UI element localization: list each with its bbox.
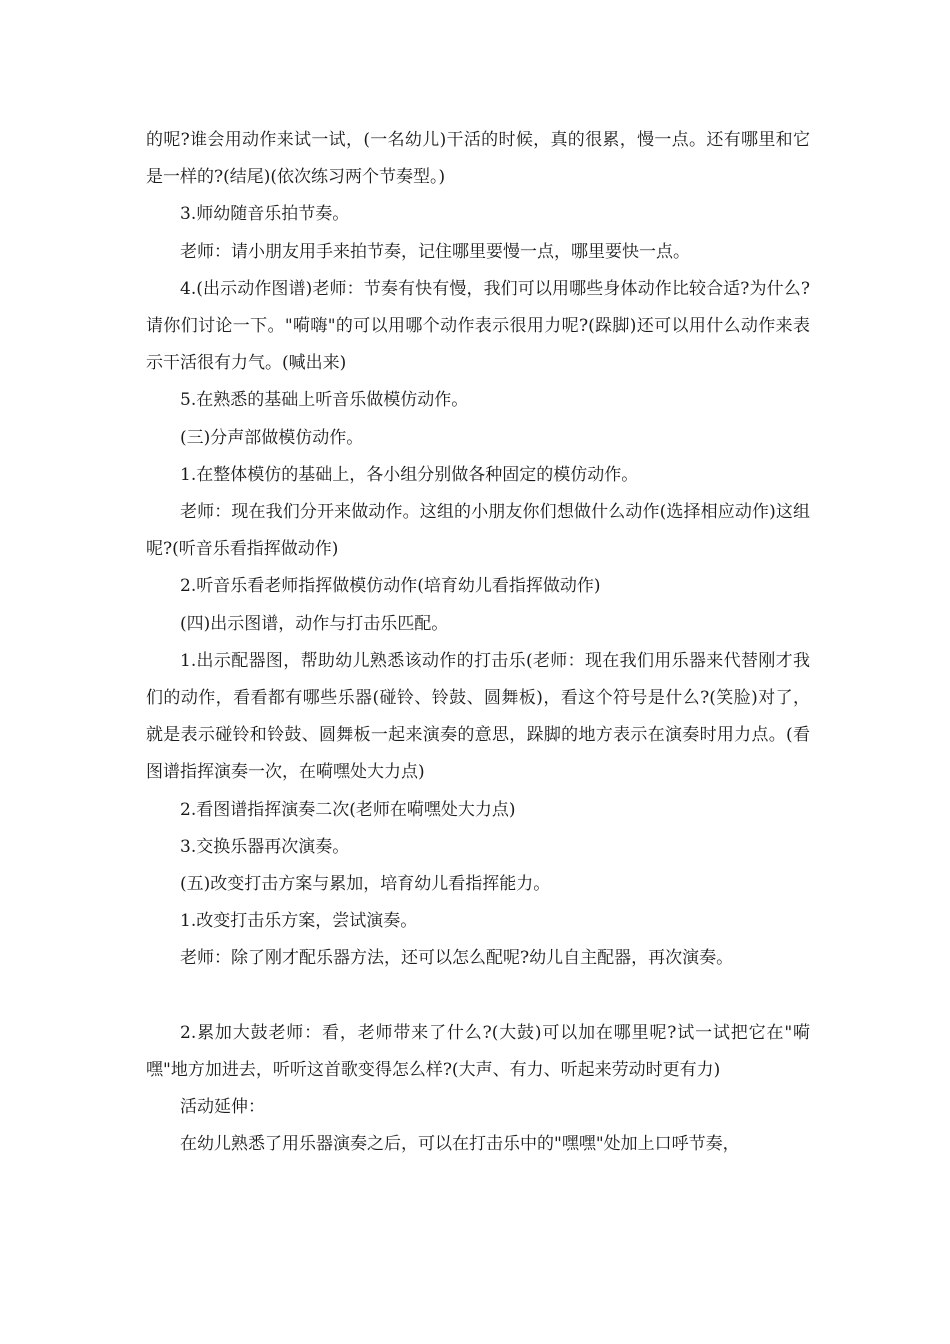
paragraph-teacher-clap: 老师：请小朋友用手来拍节奏，记住哪里要慢一点，哪里要快一点。 <box>180 241 690 262</box>
paragraph-change-step-1: 1.改变打击乐方案，尝试演奏。 <box>180 911 418 932</box>
paragraph-continued: 的呢?谁会用动作来试一试，(一名幼儿)干活的时候，真的很累，慢一点。还有哪里和它是一样的?(结尾)(依次练习两个节奏型。) <box>146 130 810 188</box>
paragraph-chart-step-3: 3.交换乐器再次演奏。 <box>180 836 350 857</box>
paragraph-teacher-alt: 老师：除了刚才配乐器方法，还可以怎么配呢?幼儿自主配器，再次演奏。 <box>180 948 734 969</box>
paragraph-step-3: 3.师幼随音乐拍节奏。 <box>180 204 350 225</box>
paragraph-chart-step-1: 1.出示配器图，帮助幼儿熟悉该动作的打击乐(老师：现在我们用乐器来代替刚才我们的动作，看看都有哪些乐器(碰铃、铃鼓、圆舞板)，看这个符号是什么?(笑脸)对了，就是表示碰铃和铃鼓、圆舞板一起来演奏的意思，跺脚的地方表示在演奏时用力点。(看图谱指挥演奏一次，在嗬嘿处大力点) <box>146 650 810 783</box>
document-body <box>146 122 810 1163</box>
paragraph-teacher-split: 老师：现在我们分开来做动作。这组的小朋友你们想做什么动作(选择相应动作)这组呢?(听音乐看指挥做动作) <box>146 502 810 560</box>
paragraph-group-step-1: 1.在整体模仿的基础上，各小组分别做各种固定的模仿动作。 <box>180 464 639 485</box>
section-heading-4: (四)出示图谱，动作与打击乐匹配。 <box>180 613 449 634</box>
section-heading-3: (三)分声部做模仿动作。 <box>180 427 364 448</box>
paragraph-drum-step-2: 2.累加大鼓老师：看，老师带来了什么?(大鼓)可以加在哪里呢?试一试把它在"嗬嘿"地方加进去，听听这首歌变得怎么样?(大声、有力、听起来劳动时更有力) <box>146 1022 810 1080</box>
paragraph-chart-step-2: 2.看图谱指挥演奏二次(老师在嗬嘿处大力点) <box>180 799 516 820</box>
paragraph-group-step-2: 2.听音乐看老师指挥做模仿动作(培育幼儿看指挥做动作) <box>180 576 601 597</box>
paragraph-step-5: 5.在熟悉的基础上听音乐做模仿动作。 <box>180 390 469 411</box>
section-heading-5: (五)改变打击方案与累加，培育幼儿看指挥能力。 <box>180 874 551 895</box>
paragraph-step-4: 4.(出示动作图谱)老师：节奏有快有慢，我们可以用哪些身体动作比较合适?为什么?请你们讨论一下。"嗬嗨"的可以用哪个动作表示很用力呢?(跺脚)还可以用什么动作来表示干活很有力气。(喊出来) <box>146 278 810 374</box>
activity-extension-heading: 活动延伸： <box>180 1097 265 1118</box>
paragraph-extension: 在幼儿熟悉了用乐器演奏之后，可以在打击乐中的"嘿嘿"处加上口呼节奏， <box>180 1134 740 1155</box>
